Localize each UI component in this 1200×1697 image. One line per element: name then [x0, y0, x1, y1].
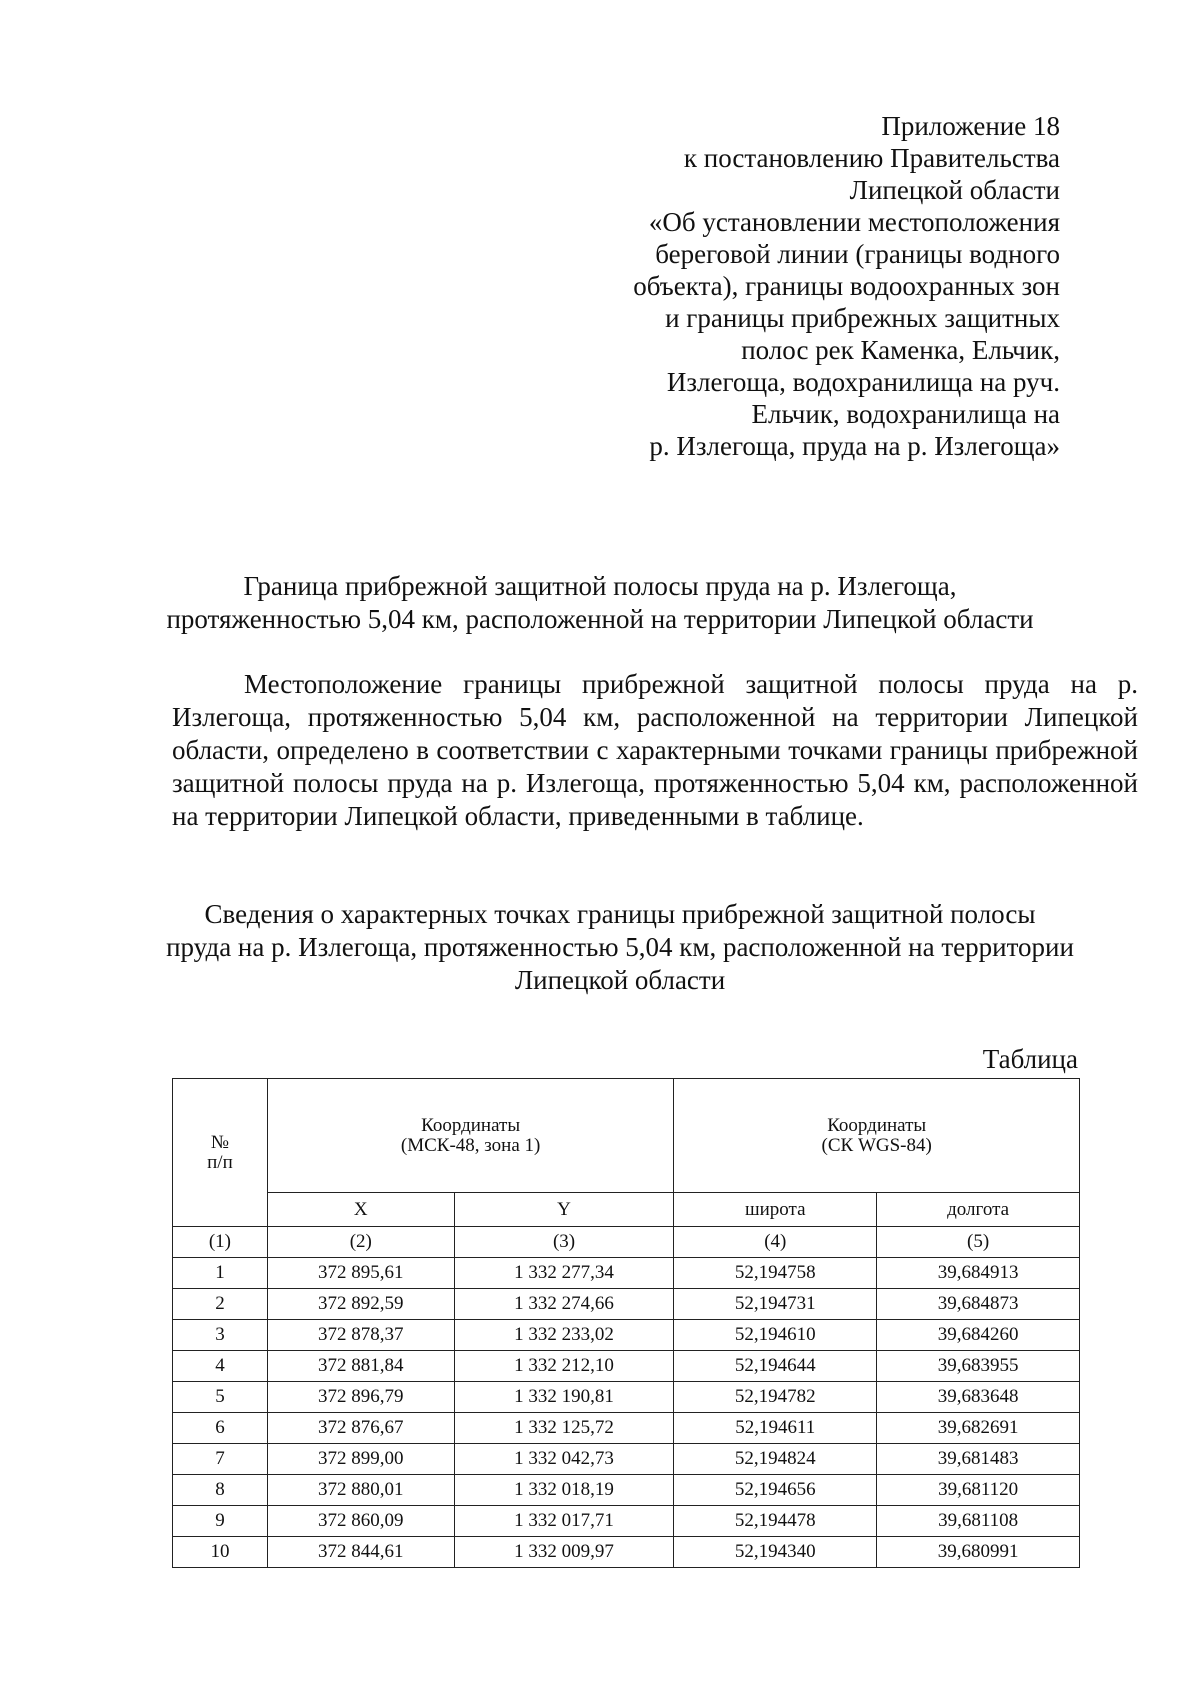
table-row: [173, 1382, 1080, 1413]
cell-longitude: 39,680991: [877, 1537, 1080, 1568]
table-row: [173, 1413, 1080, 1444]
header-wgs84-line2: (СК WGS-84): [821, 1134, 932, 1156]
column-number: (2): [267, 1227, 454, 1258]
cell-latitude: 52,194644: [674, 1351, 877, 1382]
header-wgs84: [674, 1079, 1080, 1193]
header-x: X: [267, 1193, 454, 1227]
cell-y: 1 332 277,34: [454, 1258, 674, 1289]
cell-longitude: 39,684873: [877, 1289, 1080, 1320]
cell-number: 6: [173, 1413, 268, 1444]
header-y: Y: [454, 1193, 674, 1227]
cell-latitude: 52,194782: [674, 1382, 877, 1413]
cell-number: 5: [173, 1382, 268, 1413]
cell-y: 1 332 233,02: [454, 1320, 674, 1351]
cell-y: 1 332 042,73: [454, 1444, 674, 1475]
cell-longitude: 39,682691: [877, 1413, 1080, 1444]
appendix-line: Ельчик, водохранилища на: [751, 399, 1060, 429]
cell-x: 372 899,00: [267, 1444, 454, 1475]
header-number-line2: п/п: [207, 1151, 233, 1173]
cell-longitude: 39,684913: [877, 1258, 1080, 1289]
cell-latitude: 52,194478: [674, 1506, 877, 1537]
appendix-line: Излегоща, водохранилища на руч.: [666, 367, 1060, 397]
cell-y: 1 332 212,10: [454, 1351, 674, 1382]
table-row: [173, 1475, 1080, 1506]
cell-latitude: 52,194731: [674, 1289, 877, 1320]
caption-line: Липецкой области: [514, 965, 726, 995]
table-row: [173, 1289, 1080, 1320]
appendix-line: береговой линии (границы водного: [655, 239, 1060, 269]
cell-number: 2: [173, 1289, 268, 1320]
cell-longitude: 39,681120: [877, 1475, 1080, 1506]
cell-number: 9: [173, 1506, 268, 1537]
appendix-line: Липецкой области: [849, 175, 1060, 205]
cell-y: 1 332 125,72: [454, 1413, 674, 1444]
header-number-line1: №: [210, 1131, 229, 1153]
appendix-line: полос рек Каменка, Ельчик,: [741, 335, 1060, 365]
cell-x: 372 881,84: [267, 1351, 454, 1382]
header-msk48: [267, 1079, 674, 1193]
appendix-line: Приложение 18: [881, 111, 1060, 141]
table-row: [173, 1537, 1080, 1568]
table-subheader-row: [173, 1193, 1080, 1227]
cell-longitude: 39,681108: [877, 1506, 1080, 1537]
body-paragraph: Местоположение границы прибрежной защитной полосы пруда на р. Излегоща, протяженностью 5,04 км, расположенной на территории Липецкой области, определено в соответствии с характерными точками границы прибрежной защитной полосы пруда на р. Излегоща, протяженностью 5,04 км, расположенной на территории Липецкой области, приведенными в таблице.: [172, 669, 1138, 831]
cell-x: 372 876,67: [267, 1413, 454, 1444]
appendix-header: [500, 110, 1060, 462]
header-wgs84-line1: Координаты: [827, 1114, 927, 1136]
appendix-line: к постановлению Правительства: [683, 143, 1060, 173]
document-title: [150, 570, 1050, 636]
column-number: (1): [173, 1227, 268, 1258]
column-number-row: [173, 1227, 1080, 1258]
table-caption: [150, 898, 1090, 997]
cell-longitude: 39,684260: [877, 1320, 1080, 1351]
column-number: (3): [454, 1227, 674, 1258]
header-latitude: широта: [674, 1193, 877, 1227]
cell-latitude: 52,194824: [674, 1444, 877, 1475]
cell-x: 372 878,37: [267, 1320, 454, 1351]
cell-x: 372 880,01: [267, 1475, 454, 1506]
column-number: (5): [877, 1227, 1080, 1258]
appendix-line: «Об установлении местоположения: [648, 207, 1060, 237]
cell-latitude: 52,194340: [674, 1537, 877, 1568]
cell-x: 372 895,61: [267, 1258, 454, 1289]
cell-latitude: 52,194758: [674, 1258, 877, 1289]
cell-latitude: 52,194611: [674, 1413, 877, 1444]
caption-line: пруда на р. Излегоща, протяженностью 5,04 км, расположенной на территории: [166, 932, 1074, 962]
table-header-row: [173, 1079, 1080, 1193]
cell-y: 1 332 190,81: [454, 1382, 674, 1413]
cell-number: 8: [173, 1475, 268, 1506]
appendix-line: р. Излегоща, пруда на р. Излегоща»: [649, 431, 1060, 461]
cell-number: 10: [173, 1537, 268, 1568]
cell-latitude: 52,194656: [674, 1475, 877, 1506]
cell-longitude: 39,683648: [877, 1382, 1080, 1413]
title-line: протяженностью 5,04 км, расположенной на территории Липецкой области: [166, 604, 1034, 634]
appendix-line: объекта), границы водоохранных зон: [633, 271, 1060, 301]
cell-y: 1 332 017,71: [454, 1506, 674, 1537]
header-msk48-line1: Координаты: [421, 1114, 521, 1136]
cell-number: 7: [173, 1444, 268, 1475]
appendix-line: и границы прибрежных защитных: [665, 303, 1060, 333]
cell-x: 372 860,09: [267, 1506, 454, 1537]
cell-latitude: 52,194610: [674, 1320, 877, 1351]
cell-y: 1 332 274,66: [454, 1289, 674, 1320]
cell-number: 3: [173, 1320, 268, 1351]
table-row: [173, 1258, 1080, 1289]
coordinates-table: [172, 1078, 1080, 1568]
header-longitude: долгота: [877, 1193, 1080, 1227]
cell-longitude: 39,681483: [877, 1444, 1080, 1475]
caption-line: Сведения о характерных точках границы прибрежной защитной полосы: [204, 899, 1036, 929]
table-row: [173, 1351, 1080, 1382]
cell-x: 372 892,59: [267, 1289, 454, 1320]
table-label: Таблица: [982, 1044, 1078, 1074]
cell-y: 1 332 009,97: [454, 1537, 674, 1568]
cell-y: 1 332 018,19: [454, 1475, 674, 1506]
cell-number: 4: [173, 1351, 268, 1382]
cell-x: 372 844,61: [267, 1537, 454, 1568]
header-number: [173, 1079, 268, 1227]
cell-longitude: 39,683955: [877, 1351, 1080, 1382]
column-number: (4): [674, 1227, 877, 1258]
header-msk48-line2: (МСК-48, зона 1): [400, 1134, 541, 1156]
table-row: [173, 1320, 1080, 1351]
title-line: Граница прибрежной защитной полосы пруда на р. Излегоща,: [243, 571, 957, 601]
cell-number: 1: [173, 1258, 268, 1289]
cell-x: 372 896,79: [267, 1382, 454, 1413]
table-row: [173, 1444, 1080, 1475]
table-row: [173, 1506, 1080, 1537]
